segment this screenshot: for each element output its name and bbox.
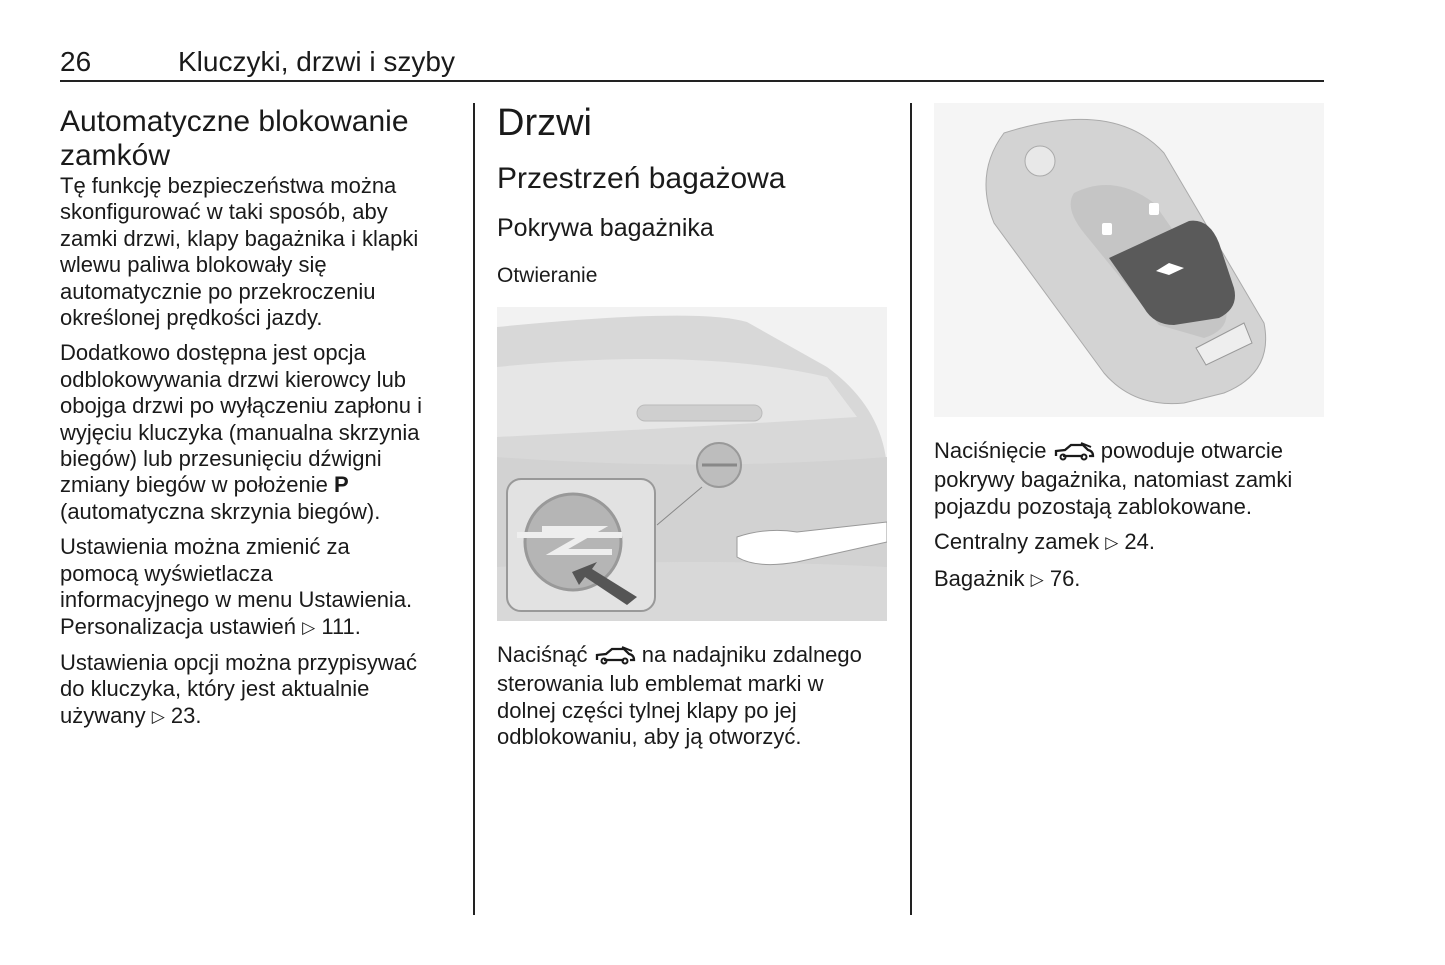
text: Naciśnięcie [934, 438, 1053, 463]
text: używany [60, 702, 152, 728]
tailgate-illustration [497, 307, 887, 621]
text-line: dolnej części tylnej klapy po jej [497, 697, 797, 723]
text-line: Ustawienia można zmienić za [60, 534, 350, 560]
text-line [934, 438, 1334, 467]
text-line: zamki drzwi, klapy bagażnika i klapki [60, 225, 419, 251]
text-line [934, 529, 1334, 556]
subheading: Otwieranie [497, 264, 598, 287]
paragraph [934, 438, 1334, 520]
section-heading [60, 105, 470, 173]
text-line: Tę funkcję bezpieczeństwa można [60, 173, 397, 198]
page-reference[interactable]: 23. [170, 702, 202, 728]
text: Personalizacja ustawień [60, 613, 303, 639]
text-line [60, 472, 470, 498]
running-title: Kluczyki, drzwi i szyby [178, 46, 455, 77]
text: na nadajniku zdalnego [635, 642, 862, 667]
text: Centralny zamek [934, 529, 1106, 555]
cross-reference-icon: ▷ [1105, 533, 1119, 553]
text: Naciśnąć [497, 642, 594, 667]
gear-position-p: P [333, 472, 349, 498]
remote-key-illustration [934, 103, 1324, 417]
heading-line: Automatyczne blokowanie [60, 105, 409, 138]
text: zmiany biegów w położenie [60, 472, 334, 498]
text-line: określonej prędkości jazdy. [60, 305, 323, 331]
paragraph [60, 650, 470, 730]
text-line: odblokowaniu, aby ją otworzyć. [497, 724, 802, 750]
subsection-heading: Pokrywa bagażnika [497, 214, 714, 242]
text-line [497, 642, 897, 671]
text-line: pojazdu pozostają zablokowane. [934, 493, 1253, 519]
text-line: biegów) lub przesunięciu dźwigni [60, 446, 382, 472]
text-line [60, 703, 470, 730]
text-line: Ustawienia opcji można przypisywać [60, 649, 418, 675]
text-line: wyjęciu kluczyka (manualna skrzynia [60, 419, 420, 445]
text-line [60, 614, 470, 641]
middle-text [497, 642, 897, 760]
car-trunk-icon [594, 645, 636, 671]
text-line: obojga drzwi po wyłączeniu zapłonu i [60, 393, 422, 419]
text-line: do kluczyka, który jest aktualnie [60, 676, 370, 702]
paragraph [60, 340, 470, 525]
text-line: pomocą wyświetlacza [60, 560, 273, 586]
right-text [934, 438, 1334, 602]
text-line: skonfigurować w taki sposób, aby [60, 199, 388, 225]
text-line: Dodatkowo dostępna jest opcja [60, 340, 366, 366]
chapter-heading: Drzwi [497, 102, 592, 144]
left-column [60, 105, 470, 739]
page-number: 26 [60, 46, 92, 77]
text-line: pokrywy bagażnika, natomiast zamki [934, 467, 1293, 493]
section-heading: Przestrzeń bagażowa [497, 162, 786, 195]
column-divider [910, 103, 912, 915]
paragraph [60, 534, 470, 641]
text-line: wlewu paliwa blokowały się [60, 252, 327, 278]
paragraph [934, 529, 1334, 556]
cross-reference-icon: ▷ [151, 706, 165, 726]
text-line: sterowania lub emblemat marki w [497, 671, 824, 697]
text: Bagażnik [934, 565, 1031, 591]
text-line: automatycznie po przekroczeniu [60, 278, 376, 304]
text-line: odblokowywania drzwi kierowcy lub [60, 366, 407, 392]
paragraph [60, 173, 470, 331]
text-line: (automatyczna skrzynia biegów). [60, 498, 381, 524]
car-trunk-icon [1053, 441, 1095, 467]
cross-reference-icon: ▷ [302, 617, 316, 637]
heading-line: zamków [60, 139, 171, 172]
text-line [934, 566, 1334, 593]
paragraph [934, 566, 1334, 593]
middle-column [497, 101, 897, 289]
header-rule [60, 80, 1324, 82]
paragraph [497, 642, 897, 751]
page-reference[interactable]: 111. [321, 613, 361, 639]
page-reference[interactable]: 76. [1049, 565, 1081, 591]
page-reference[interactable]: 24. [1124, 529, 1155, 555]
cross-reference-icon: ▷ [1030, 569, 1044, 589]
column-divider [473, 103, 475, 915]
text: powoduje otwarcie [1094, 438, 1283, 463]
text-line: informacyjnego w menu Ustawienia. [60, 587, 413, 613]
